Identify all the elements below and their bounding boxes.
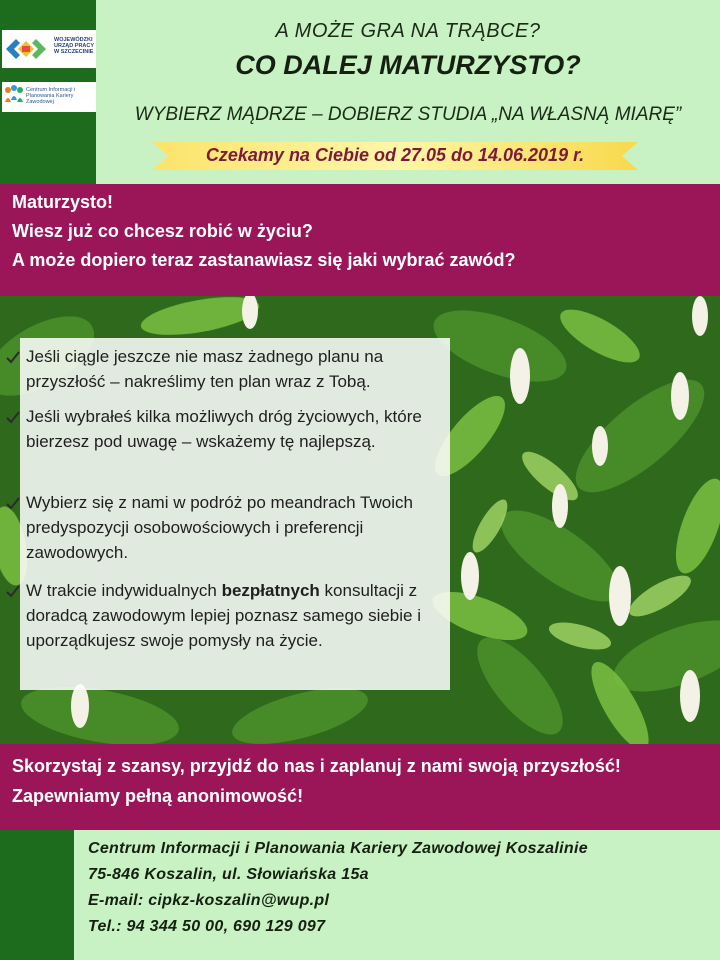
bullet-text: Jeśli wybrałeś kilka możliwych dróg życiowych, które bierzesz pod uwagę – wskażemy tę najlepszą. [26, 407, 422, 451]
people-icon [2, 82, 26, 112]
cipkz-logo-text: Centrum Informacji i Planowania Kariery Zawodowej [26, 87, 76, 105]
wup-logo [2, 30, 96, 68]
cipkz-logo [2, 82, 96, 112]
date-text: Czekamy na Ciebie od 27.05 do 14.06.2019 r. [205, 145, 585, 165]
cta-line: Zapewniamy pełną anonimowość! [12, 786, 304, 806]
bullet-text: W trakcie indywidualnych [26, 581, 222, 600]
tagline: WYBIERZ MĄDRZE – DOBIERZ STUDIA „NA WŁASNĄ MIARĘ” [134, 104, 682, 125]
bullet-text: Jeśli ciągle jeszcze nie masz żadnego planu na przyszłość – nakreślimy ten plan wraz z Tobą. [26, 347, 384, 391]
bullet-item [26, 344, 440, 394]
page-title: CO DALEJ MATURZYSTO? [235, 50, 581, 80]
bullet-emphasis: bezpłatnych [221, 581, 320, 600]
wup-logo-icon [2, 30, 50, 68]
footer-email[interactable]: E-mail: cipkz-koszalin@wup.pl [88, 892, 330, 909]
bullet-item [26, 490, 440, 565]
checkmark-icon [6, 350, 20, 364]
footer-address: 75-846 Koszalin, ul. Słowiańska 15a [88, 866, 369, 883]
checkmark-icon [6, 584, 20, 598]
intro-line: A może dopiero teraz zastanawiasz się jaki wybrać zawód? [12, 250, 516, 270]
checkmark-icon [6, 496, 20, 510]
intro-line: Maturzysto! [12, 192, 114, 212]
bullet-text: konsultacji z doradcą zawodowym lepiej poznasz samego siebie i uporządkujesz swoje pomysły na życie. [26, 581, 421, 650]
footer-org-name: Centrum Informacji i Planowania Kariery Zawodowej Koszalinie [88, 840, 588, 857]
bullet-item [26, 578, 440, 653]
footer-phone: Tel.: 94 344 50 00, 690 129 097 [88, 918, 326, 935]
cta-line: Skorzystaj z szansy, przyjdź do nas i zaplanuj z nami swoją przyszłość! [12, 756, 621, 776]
intro-line: Wiesz już co chcesz robić w życiu? [12, 221, 313, 241]
subtitle: A MOŻE GRA NA TRĄBCE? [275, 20, 541, 42]
bullet-item [26, 404, 440, 454]
footer-green-strip [0, 830, 74, 960]
wup-logo-text: WOJEWÓDZKI URZĄD PRACY W SZCZECINIE [54, 37, 94, 55]
checkmark-icon [6, 410, 20, 424]
bullet-text: Wybierz się z nami w podróż po meandrach Twoich predyspozycji osobowościowych i preferencji zawodowych. [26, 493, 413, 562]
